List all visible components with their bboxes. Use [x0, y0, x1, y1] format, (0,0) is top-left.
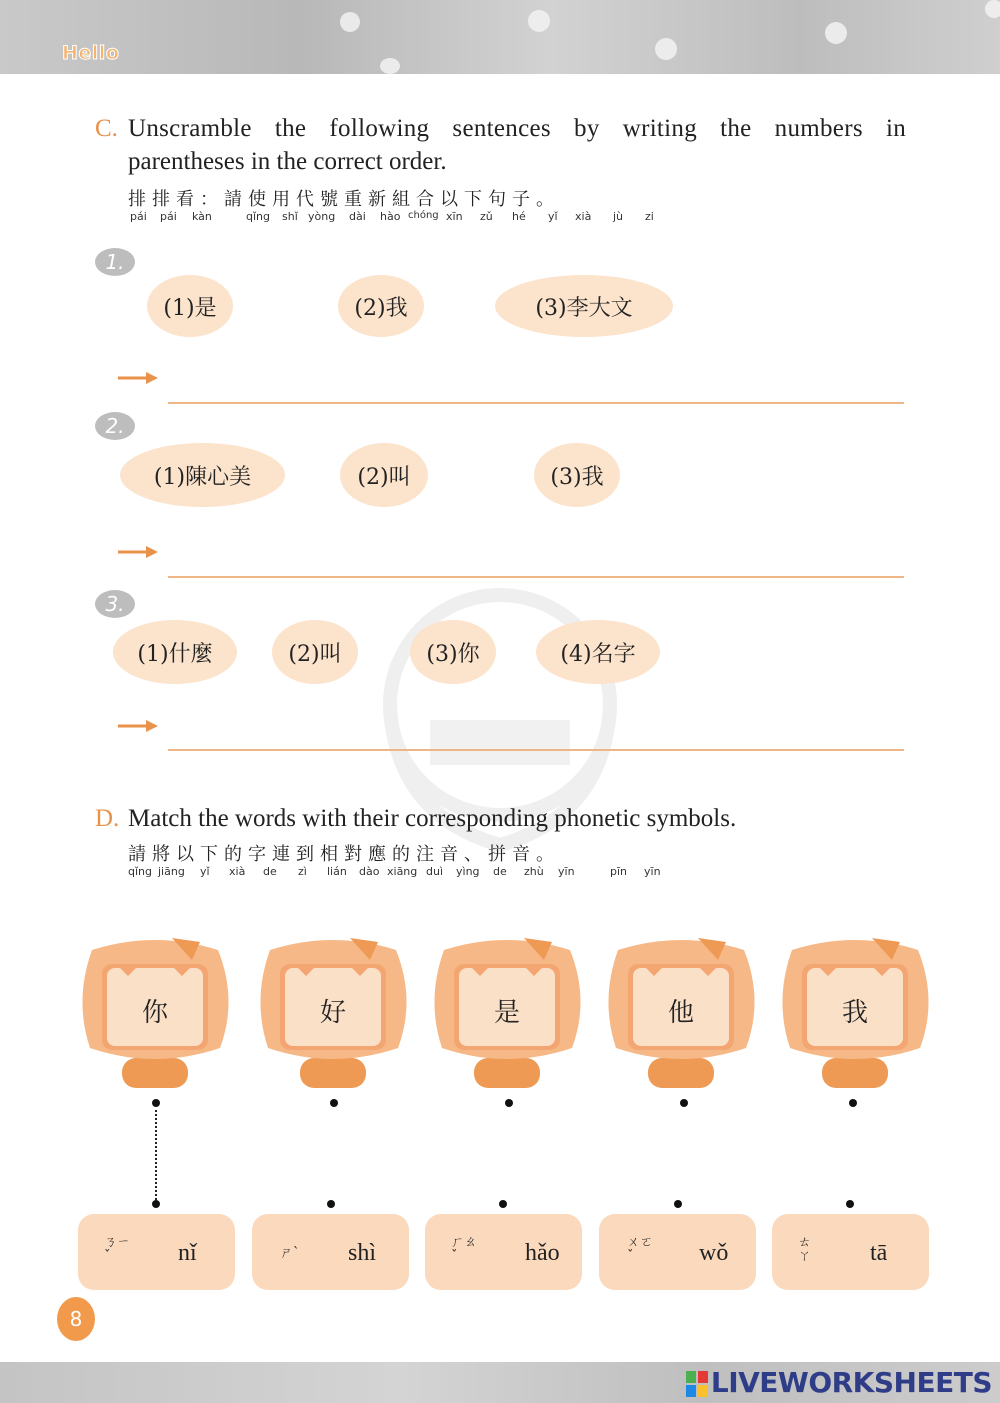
word-chip: (3)李大文	[495, 275, 673, 337]
pinyin: xiāng	[387, 865, 418, 878]
pinyin: xīn	[446, 210, 463, 223]
zhuyin: ㄋㄧˇ	[104, 1235, 131, 1264]
word-char: 好	[319, 998, 346, 1028]
monitor-card	[80, 930, 230, 1090]
word-char: 是	[493, 998, 520, 1028]
pinyin: shǐ	[282, 210, 298, 223]
match-dot-top[interactable]	[849, 1099, 857, 1107]
word-chip: (3)我	[534, 443, 620, 507]
pinyin: jù	[613, 210, 624, 223]
section-c-pinyin-row	[128, 210, 688, 224]
answer-line-3[interactable]	[168, 749, 904, 751]
pinyin-label: hǎo	[525, 1240, 560, 1266]
pinyin: yǐ	[200, 865, 210, 878]
arrow-right-icon	[118, 371, 158, 385]
section-d-chinese-instruction: 請將以下的字連到相對應的注音、拼音。	[128, 844, 560, 865]
pinyin: kàn	[192, 210, 212, 223]
zhuyin: ㄏㄠˇ	[451, 1235, 478, 1264]
pinyin: pái	[160, 210, 177, 223]
answer-line-2[interactable]	[168, 576, 904, 578]
brand-name: LIVEWORKSHEETS	[710, 1366, 992, 1399]
arrow-right-icon	[118, 719, 158, 733]
monitor-card	[432, 930, 582, 1090]
phonetic-card	[252, 1214, 409, 1290]
header-band	[0, 0, 1000, 74]
phonetic-card	[425, 1214, 582, 1290]
pinyin: jiāng	[158, 865, 185, 878]
match-dot-bottom[interactable]	[327, 1200, 335, 1208]
question-number-badge: 2.	[95, 412, 135, 440]
liveworksheets-logo	[686, 1366, 992, 1399]
pinyin-label: shì	[348, 1240, 377, 1266]
monitor-card	[606, 930, 756, 1090]
match-dot-bottom[interactable]	[499, 1200, 507, 1208]
match-dot-top[interactable]	[680, 1099, 688, 1107]
answer-line-1[interactable]	[168, 402, 904, 404]
pinyin: de	[493, 865, 507, 878]
arrow-right-icon	[118, 545, 158, 559]
pinyin: xià	[229, 865, 246, 878]
pinyin: yǐ	[548, 210, 558, 223]
pinyin: de	[263, 865, 277, 878]
section-c-letter: C.	[95, 115, 118, 142]
zhuyin: ㄊㄚ	[798, 1235, 812, 1264]
pinyin: xià	[575, 210, 592, 223]
pinyin-label: nǐ	[178, 1240, 197, 1266]
word-chip: (1)什麼	[113, 620, 237, 684]
section-c-instruction-line2: parentheses in the correct order.	[128, 148, 447, 175]
pinyin: lián	[327, 865, 347, 878]
hello-logo: Hello	[62, 42, 120, 64]
word-char: 我	[841, 998, 868, 1028]
section-d-instruction: Match the words with their corresponding phonetic symbols.	[128, 805, 737, 832]
pinyin: yīn	[558, 865, 575, 878]
monitor-card	[780, 930, 930, 1090]
pinyin: qǐng	[246, 210, 270, 223]
pinyin: hé	[512, 210, 526, 223]
question-number-badge: 3.	[95, 590, 135, 618]
match-dot-top[interactable]	[330, 1099, 338, 1107]
pinyin-label: wǒ	[699, 1240, 729, 1266]
pinyin: yòng	[308, 210, 336, 223]
match-dot-top[interactable]	[152, 1099, 160, 1107]
match-dot-bottom[interactable]	[152, 1200, 160, 1208]
pinyin: chóng	[408, 210, 439, 221]
phonetic-card	[599, 1214, 756, 1290]
pinyin: zǔ	[480, 210, 493, 223]
section-c-chinese-instruction: 排排看：請使用代號重新組合以下句子。	[128, 189, 560, 210]
pinyin: dài	[349, 210, 366, 223]
word-chip: (1)是	[147, 275, 233, 337]
pinyin: zi	[645, 210, 654, 223]
pinyin: yìng	[456, 865, 480, 878]
pinyin: duì	[426, 865, 444, 878]
match-dot-top[interactable]	[505, 1099, 513, 1107]
monitor-card	[258, 930, 408, 1090]
zhuyin: ㄨㄛˇ	[627, 1235, 654, 1264]
pinyin: zhù	[524, 865, 544, 878]
word-chip: (2)叫	[340, 443, 428, 507]
pinyin: dào	[359, 865, 380, 878]
question-number-badge: 1.	[95, 248, 135, 276]
phonetic-card	[78, 1214, 235, 1290]
pinyin: hào	[380, 210, 401, 223]
liveworksheets-logo-icon	[686, 1371, 708, 1397]
pinyin: pīn	[610, 865, 628, 878]
word-char: 他	[667, 998, 694, 1028]
pinyin-label: tā	[870, 1240, 888, 1266]
phonetic-card	[772, 1214, 929, 1290]
pinyin: qǐng	[128, 865, 152, 878]
word-chip: (3)你	[410, 620, 496, 684]
section-c-instruction-line1: Unscramble the following sentences by writing the numbers in	[128, 115, 906, 142]
section-d-letter: D.	[95, 805, 120, 832]
page-number: 8	[57, 1297, 95, 1341]
pinyin: zì	[298, 865, 307, 878]
word-chip: (1)陳心美	[120, 443, 285, 507]
match-dot-bottom[interactable]	[846, 1200, 854, 1208]
section-d-pinyin-row	[128, 865, 688, 879]
word-chip: (4)名字	[536, 620, 660, 684]
pinyin: pái	[130, 210, 147, 223]
word-char: 你	[141, 998, 168, 1028]
zhuyin: ㄕˋ	[280, 1246, 300, 1261]
match-line	[155, 1110, 157, 1200]
monitor-row	[80, 930, 940, 1100]
pinyin: yīn	[644, 865, 661, 878]
word-chip: (2)我	[338, 275, 424, 337]
match-dot-bottom[interactable]	[674, 1200, 682, 1208]
word-chip: (2)叫	[272, 620, 358, 684]
